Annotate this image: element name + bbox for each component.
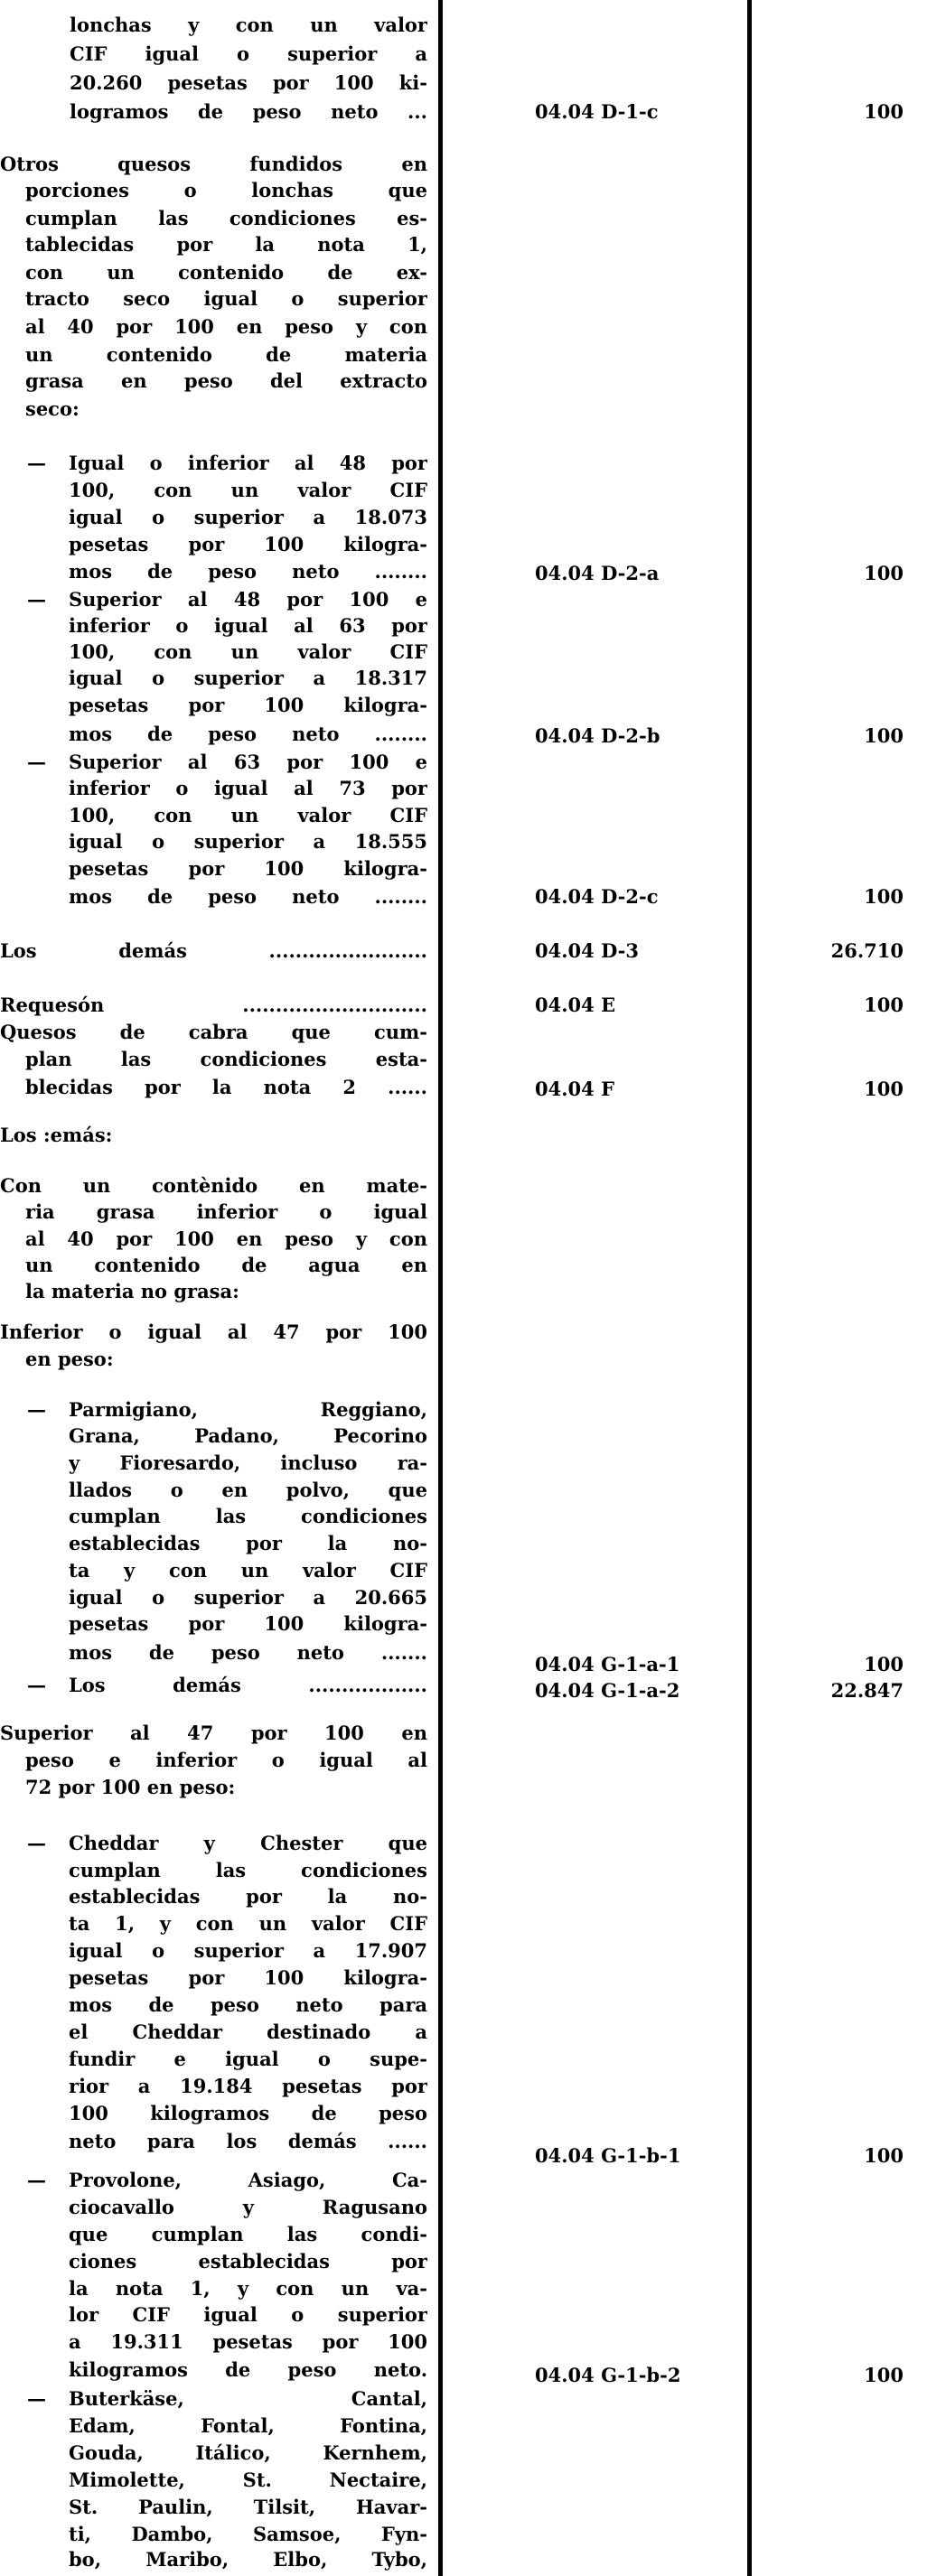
description-line: pesetas por 100 kilogra-: [69, 1966, 427, 1989]
dash-bullet: —: [27, 2169, 46, 2191]
description-line: Los :emás:: [0, 1124, 113, 1146]
duty-value: 100: [864, 100, 904, 123]
description-line: Los demás ........................: [0, 939, 427, 962]
description-line: Superior al 63 por 100 e: [69, 751, 427, 773]
description-line: pesetas por 100 kilogra-: [69, 533, 427, 555]
description-line: en peso:: [25, 1348, 114, 1370]
description-line: logramos de peso neto ...: [70, 100, 427, 123]
description-line: pesetas por 100 kilogra-: [69, 1612, 427, 1635]
description-line: mos de peso neto ........: [69, 723, 427, 745]
description-line: inferior o igual al 73 por: [69, 777, 427, 799]
description-line: fundir e igual o supe-: [69, 2048, 427, 2070]
description-line: bo, Maribo, Elbo, Tybo,: [69, 2548, 427, 2571]
duty-value: 100: [864, 994, 904, 1016]
description-line: mos de peso neto .......: [69, 1641, 427, 1664]
description-line: tablecidas por la nota 1,: [25, 233, 427, 256]
description-line: un contenido de agua en: [25, 1254, 427, 1276]
description-line: establecidas por la no-: [69, 1885, 427, 1908]
duty-value: 100: [864, 1078, 904, 1100]
tariff-code: 04.04 G-1-b-1: [535, 2144, 681, 2167]
description-line: St. Paulin, Tilsit, Havar-: [69, 2496, 427, 2518]
description-line: ti, Dambo, Samsoe, Fyn-: [69, 2523, 427, 2545]
description-line: con un contenido de ex-: [25, 261, 427, 284]
description-line: mos de peso neto para: [69, 1993, 427, 2016]
description-line: la materia no grasa:: [25, 1280, 239, 1302]
description-line: 100, con un valor CIF: [69, 479, 427, 501]
tariff-code: 04.04 G-1-a-1: [535, 1653, 680, 1675]
tariff-code: 04.04 D-2-b: [535, 724, 660, 747]
description-line: al 40 por 100 en peso y con: [25, 1227, 427, 1250]
description-line: Requesón ............................: [0, 994, 427, 1016]
description-line: Quesos de cabra que cum-: [0, 1021, 427, 1043]
description-line: 100 kilogramos de peso: [69, 2102, 427, 2124]
description-line: lonchas y con un valor: [70, 14, 427, 36]
duty-value: 22.847: [830, 1679, 904, 1702]
description-line: peso e inferior o igual al: [25, 1749, 427, 1771]
description-line: blecidas por la nota 2 ......: [25, 1076, 427, 1098]
description-line: Superior al 47 por 100 en: [0, 1722, 427, 1744]
description-line: inferior o igual al 63 por: [69, 614, 427, 637]
description-line: Otros quesos fundidos en: [0, 153, 427, 175]
duty-value: 100: [864, 562, 904, 584]
description-line: que cumplan las condi-: [69, 2223, 427, 2245]
description-line: ria grasa inferior o igual: [25, 1200, 427, 1223]
dash-bullet: —: [27, 1832, 46, 1854]
description-line: Inferior o igual al 47 por 100: [0, 1321, 427, 1343]
description-line: igual o superior a 17.907: [69, 1939, 427, 1962]
description-line: Gouda, Itálico, Kernhem,: [69, 2441, 427, 2464]
description-line: Con un contènido en mate-: [0, 1174, 427, 1197]
description-line: plan las condiciones esta-: [25, 1048, 427, 1070]
description-line: grasa en peso del extracto: [25, 369, 427, 392]
tariff-code: 04.04 G-1-b-2: [535, 2364, 681, 2386]
description-line: porciones o lonchas que: [25, 179, 427, 201]
description-line: establecidas por la no-: [69, 1532, 427, 1554]
description-line: mos de peso neto ........: [69, 885, 427, 908]
description-line: a 19.311 pesetas por 100: [69, 2330, 427, 2353]
column-divider-description-code: [438, 0, 443, 2576]
description-line: el Cheddar destinado a: [69, 2021, 427, 2043]
description-line: lor CIF igual o superior: [69, 2303, 427, 2326]
description-line: ciones establecidas por: [69, 2250, 427, 2273]
description-line: Los demás ..................: [69, 1674, 427, 1696]
description-line: Mimolette, St. Nectaire,: [69, 2469, 427, 2491]
description-line: ciocavallo y Ragusano: [69, 2196, 427, 2218]
tariff-code: 04.04 G-1-a-2: [535, 1679, 680, 1702]
description-line: CIF igual o superior a: [70, 42, 427, 65]
description-line: Cheddar y Chester que: [69, 1832, 427, 1854]
description-line: 20.260 pesetas por 100 ki-: [70, 71, 427, 94]
dash-bullet: —: [27, 452, 46, 474]
description-line: neto para los demás ......: [69, 2130, 427, 2152]
tariff-code: 04.04 D-3: [535, 939, 639, 962]
tariff-code: 04.04 D-2-a: [535, 562, 660, 584]
column-divider-code-value: [747, 0, 752, 2576]
description-line: igual o superior a 18.317: [69, 667, 427, 689]
description-line: cumplan las condiciones es-: [25, 207, 427, 229]
description-line: cumplan las condiciones: [69, 1505, 427, 1527]
dash-bullet: —: [27, 2387, 46, 2410]
description-line: seco:: [25, 397, 80, 420]
dash-bullet: —: [27, 588, 46, 611]
tariff-code: 04.04 F: [535, 1078, 614, 1100]
description-line: Buterkäse, Cantal,: [69, 2387, 427, 2410]
description-line: la nota 1, y con un va-: [69, 2277, 427, 2300]
duty-value: 100: [864, 885, 904, 908]
description-line: Superior al 48 por 100 e: [69, 588, 427, 611]
description-line: un contenido de materia: [25, 343, 427, 366]
dash-bullet: —: [27, 1674, 46, 1696]
duty-value: 100: [864, 724, 904, 747]
description-line: 72 por 100 en peso:: [25, 1776, 236, 1798]
description-line: igual o superior a 20.665: [69, 1586, 427, 1609]
description-line: Grana, Padano, Pecorino: [69, 1424, 427, 1447]
description-line: rior a 19.184 pesetas por: [69, 2075, 427, 2097]
description-line: ta y con un valor CIF: [69, 1559, 427, 1582]
description-line: 100, con un valor CIF: [69, 640, 427, 663]
description-line: Provolone, Asiago, Ca-: [69, 2169, 427, 2191]
description-line: igual o superior a 18.555: [69, 830, 427, 853]
description-line: kilogramos de peso neto.: [69, 2358, 427, 2381]
duty-value: 100: [864, 1653, 904, 1675]
dash-bullet: —: [27, 1398, 46, 1421]
description-line: 100, con un valor CIF: [69, 804, 427, 826]
duty-value: 100: [864, 2364, 904, 2386]
description-line: y Fioresardo, incluso ra-: [69, 1451, 427, 1474]
description-line: pesetas por 100 kilogra-: [69, 694, 427, 716]
tariff-code: 04.04 E: [535, 994, 616, 1016]
description-line: ta 1, y con un valor CIF: [69, 1912, 427, 1935]
description-line: Edam, Fontal, Fontina,: [69, 2414, 427, 2437]
description-line: mos de peso neto ........: [69, 560, 427, 583]
description-line: al 40 por 100 en peso y con: [25, 315, 427, 338]
description-line: cumplan las condiciones: [69, 1859, 427, 1881]
description-line: Igual o inferior al 48 por: [69, 452, 427, 474]
tariff-code: 04.04 D-2-c: [535, 885, 659, 908]
description-line: igual o superior a 18.073: [69, 506, 427, 528]
description-line: llados o en polvo, que: [69, 1479, 427, 1501]
duty-value: 26.710: [830, 939, 904, 962]
dash-bullet: —: [27, 751, 46, 773]
description-line: pesetas por 100 kilogra-: [69, 857, 427, 880]
description-line: Parmigiano, Reggiano,: [69, 1398, 427, 1421]
description-line: tracto seco igual o superior: [25, 287, 427, 310]
tariff-code: 04.04 D-1-c: [535, 100, 659, 123]
duty-value: 100: [864, 2144, 904, 2167]
